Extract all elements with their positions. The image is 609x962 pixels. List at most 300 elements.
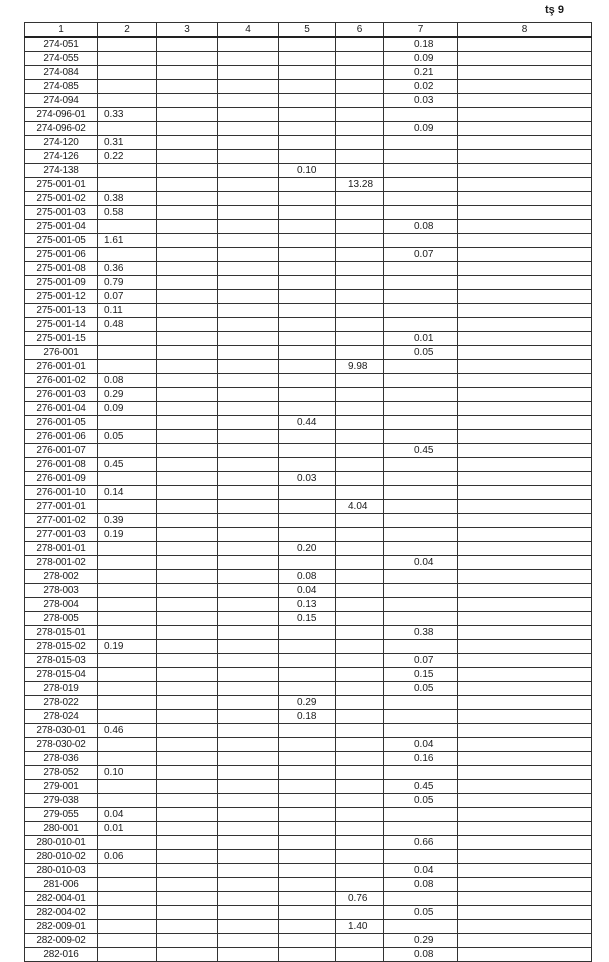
parcel-id-cell: 278-019 [25, 682, 98, 696]
parcel-id-cell: 274-051 [25, 37, 98, 52]
value-cell-col8 [458, 80, 592, 94]
value-cell-col2: 0.10 [98, 766, 157, 780]
parcel-id-cell: 278-052 [25, 766, 98, 780]
value-cell-col7: 0.07 [384, 248, 458, 262]
value-cell-col3 [157, 360, 218, 374]
value-cell-col3 [157, 206, 218, 220]
value-cell-col5 [279, 458, 336, 472]
parcel-id-cell: 275-001-01 [25, 178, 98, 192]
value-cell-col2 [98, 248, 157, 262]
value-cell-col4 [218, 668, 279, 682]
table-row [25, 878, 592, 892]
value-cell-col8 [458, 570, 592, 584]
value-cell-col7 [384, 430, 458, 444]
value-cell-col5: 0.04 [279, 584, 336, 598]
parcel-id-cell: 278-004 [25, 598, 98, 612]
value-cell-col4 [218, 472, 279, 486]
value-cell-col4 [218, 710, 279, 724]
value-cell-col2 [98, 556, 157, 570]
parcel-id-cell: 279-001 [25, 780, 98, 794]
value-cell-col7 [384, 374, 458, 388]
parcel-id-cell: 274-138 [25, 164, 98, 178]
value-cell-col3 [157, 37, 218, 52]
parcel-id-cell: 276-001-07 [25, 444, 98, 458]
value-cell-col5 [279, 122, 336, 136]
value-cell-col3 [157, 920, 218, 934]
value-cell-col7 [384, 318, 458, 332]
value-cell-col7: 0.05 [384, 346, 458, 360]
value-cell-col7 [384, 850, 458, 864]
table-row [25, 458, 592, 472]
parcel-id-cell: 278-036 [25, 752, 98, 766]
value-cell-col3 [157, 752, 218, 766]
table-row [25, 752, 592, 766]
value-cell-col4 [218, 164, 279, 178]
parcel-id-cell: 278-005 [25, 612, 98, 626]
value-cell-col3 [157, 346, 218, 360]
value-cell-col4 [218, 234, 279, 248]
value-cell-col7 [384, 136, 458, 150]
value-cell-col4 [218, 584, 279, 598]
value-cell-col7: 0.04 [384, 864, 458, 878]
parcel-id-cell: 274-055 [25, 52, 98, 66]
value-cell-col8 [458, 304, 592, 318]
table-row [25, 164, 592, 178]
table-row [25, 178, 592, 192]
value-cell-col4 [218, 542, 279, 556]
value-cell-col3 [157, 570, 218, 584]
value-cell-col2 [98, 878, 157, 892]
value-cell-col5 [279, 66, 336, 80]
table-row [25, 80, 592, 94]
value-cell-col6 [336, 514, 384, 528]
value-cell-col7 [384, 472, 458, 486]
value-cell-col7 [384, 486, 458, 500]
value-cell-col6 [336, 850, 384, 864]
value-cell-col3 [157, 94, 218, 108]
parcel-id-cell: 281-006 [25, 878, 98, 892]
value-cell-col4 [218, 66, 279, 80]
value-cell-col4 [218, 248, 279, 262]
table-row [25, 906, 592, 920]
value-cell-col5: 0.15 [279, 612, 336, 626]
value-cell-col6 [336, 682, 384, 696]
value-cell-col7: 0.45 [384, 444, 458, 458]
value-cell-col2 [98, 934, 157, 948]
value-cell-col3 [157, 500, 218, 514]
value-cell-col8 [458, 906, 592, 920]
value-cell-col6 [336, 598, 384, 612]
value-cell-col3 [157, 458, 218, 472]
value-cell-col3 [157, 472, 218, 486]
value-cell-col7 [384, 234, 458, 248]
col-header-1: 1 [25, 23, 98, 38]
value-cell-col6 [336, 276, 384, 290]
value-cell-col5: 0.20 [279, 542, 336, 556]
table-row [25, 668, 592, 682]
value-cell-col6 [336, 738, 384, 752]
value-cell-col7 [384, 640, 458, 654]
value-cell-col2 [98, 906, 157, 920]
value-cell-col3 [157, 122, 218, 136]
value-cell-col8 [458, 556, 592, 570]
value-cell-col7 [384, 920, 458, 934]
value-cell-col5 [279, 388, 336, 402]
value-cell-col4 [218, 206, 279, 220]
value-cell-col5 [279, 766, 336, 780]
parcel-id-cell: 279-055 [25, 808, 98, 822]
value-cell-col4 [218, 850, 279, 864]
value-cell-col4 [218, 934, 279, 948]
table-row [25, 920, 592, 934]
value-cell-col7: 0.18 [384, 37, 458, 52]
value-cell-col7: 0.45 [384, 780, 458, 794]
value-cell-col5 [279, 850, 336, 864]
value-cell-col4 [218, 766, 279, 780]
value-cell-col5 [279, 318, 336, 332]
value-cell-col6 [336, 374, 384, 388]
value-cell-col7: 0.08 [384, 220, 458, 234]
value-cell-col2: 0.19 [98, 640, 157, 654]
value-cell-col2: 0.39 [98, 514, 157, 528]
value-cell-col2 [98, 668, 157, 682]
table-row [25, 696, 592, 710]
value-cell-col8 [458, 612, 592, 626]
parcel-id-cell: 275-001-04 [25, 220, 98, 234]
table-row [25, 472, 592, 486]
parcel-id-cell: 275-001-09 [25, 276, 98, 290]
value-cell-col8 [458, 892, 592, 906]
value-cell-col8 [458, 696, 592, 710]
parcel-id-cell: 275-001-15 [25, 332, 98, 346]
value-cell-col3 [157, 374, 218, 388]
table-row [25, 514, 592, 528]
value-cell-col8 [458, 248, 592, 262]
value-cell-col8 [458, 850, 592, 864]
value-cell-col5 [279, 948, 336, 962]
value-cell-col8 [458, 822, 592, 836]
value-cell-col4 [218, 37, 279, 52]
parcel-id-cell: 274-085 [25, 80, 98, 94]
value-cell-col7 [384, 192, 458, 206]
value-cell-col8 [458, 864, 592, 878]
value-cell-col8 [458, 682, 592, 696]
value-cell-col4 [218, 696, 279, 710]
parcel-id-cell: 279-038 [25, 794, 98, 808]
value-cell-col5 [279, 640, 336, 654]
value-cell-col4 [218, 822, 279, 836]
value-cell-col2 [98, 122, 157, 136]
table-row [25, 346, 592, 360]
value-cell-col5 [279, 878, 336, 892]
parcel-id-cell: 276-001-04 [25, 402, 98, 416]
value-cell-col2 [98, 752, 157, 766]
value-cell-col5 [279, 444, 336, 458]
table-row [25, 388, 592, 402]
table-row [25, 108, 592, 122]
table-row [25, 780, 592, 794]
value-cell-col4 [218, 416, 279, 430]
value-cell-col6 [336, 416, 384, 430]
value-cell-col4 [218, 304, 279, 318]
parcel-id-cell: 274-094 [25, 94, 98, 108]
value-cell-col7: 0.38 [384, 626, 458, 640]
value-cell-col6 [336, 864, 384, 878]
value-cell-col3 [157, 80, 218, 94]
value-cell-col5 [279, 304, 336, 318]
value-cell-col4 [218, 192, 279, 206]
value-cell-col3 [157, 108, 218, 122]
value-cell-col2: 0.08 [98, 374, 157, 388]
value-cell-col3 [157, 836, 218, 850]
parcel-id-cell: 282-016 [25, 948, 98, 962]
parcel-id-cell: 278-015-03 [25, 654, 98, 668]
value-cell-col2 [98, 710, 157, 724]
value-cell-col2 [98, 52, 157, 66]
parcel-id-cell: 275-001-08 [25, 262, 98, 276]
table-body [25, 37, 592, 962]
value-cell-col4 [218, 598, 279, 612]
value-cell-col8 [458, 486, 592, 500]
value-cell-col4 [218, 808, 279, 822]
value-cell-col8 [458, 724, 592, 738]
page-number: tş 9 [545, 4, 564, 16]
value-cell-col4 [218, 570, 279, 584]
parcel-id-cell: 275-001-12 [25, 290, 98, 304]
value-cell-col4 [218, 178, 279, 192]
value-cell-col5: 0.18 [279, 710, 336, 724]
parcel-id-cell: 276-001-09 [25, 472, 98, 486]
value-cell-col3 [157, 276, 218, 290]
value-cell-col3 [157, 724, 218, 738]
value-cell-col3 [157, 388, 218, 402]
value-cell-col3 [157, 612, 218, 626]
value-cell-col8 [458, 52, 592, 66]
parcel-id-cell: 282-004-02 [25, 906, 98, 920]
value-cell-col3 [157, 892, 218, 906]
value-cell-col2: 0.31 [98, 136, 157, 150]
value-cell-col2 [98, 836, 157, 850]
table-row [25, 66, 592, 80]
col-header-7: 7 [384, 23, 458, 38]
value-cell-col4 [218, 878, 279, 892]
value-cell-col8 [458, 37, 592, 52]
value-cell-col2: 0.29 [98, 388, 157, 402]
value-cell-col5 [279, 836, 336, 850]
value-cell-col7: 0.01 [384, 332, 458, 346]
value-cell-col5 [279, 136, 336, 150]
value-cell-col6: 9.98 [336, 360, 384, 374]
value-cell-col6 [336, 444, 384, 458]
table-row [25, 892, 592, 906]
value-cell-col3 [157, 262, 218, 276]
value-cell-col2 [98, 220, 157, 234]
value-cell-col8 [458, 94, 592, 108]
parcel-id-cell: 274-120 [25, 136, 98, 150]
value-cell-col8 [458, 752, 592, 766]
value-cell-col7: 0.05 [384, 682, 458, 696]
value-cell-col6 [336, 262, 384, 276]
parcel-id-cell: 278-002 [25, 570, 98, 584]
value-cell-col6 [336, 724, 384, 738]
table-row [25, 360, 592, 374]
value-cell-col5 [279, 626, 336, 640]
value-cell-col2: 0.04 [98, 808, 157, 822]
value-cell-col5: 0.08 [279, 570, 336, 584]
value-cell-col6 [336, 346, 384, 360]
value-cell-col5 [279, 808, 336, 822]
value-cell-col4 [218, 80, 279, 94]
value-cell-col7 [384, 808, 458, 822]
value-cell-col7: 0.07 [384, 654, 458, 668]
value-cell-col2: 0.11 [98, 304, 157, 318]
value-cell-col5 [279, 514, 336, 528]
parcel-id-cell: 275-001-06 [25, 248, 98, 262]
value-cell-col3 [157, 318, 218, 332]
parcel-id-cell: 278-030-01 [25, 724, 98, 738]
value-cell-col2: 0.09 [98, 402, 157, 416]
value-cell-col4 [218, 360, 279, 374]
value-cell-col7 [384, 822, 458, 836]
table-row [25, 374, 592, 388]
value-cell-col7 [384, 416, 458, 430]
value-cell-col6 [336, 808, 384, 822]
value-cell-col8 [458, 528, 592, 542]
value-cell-col8 [458, 388, 592, 402]
value-cell-col7: 0.09 [384, 52, 458, 66]
value-cell-col8 [458, 416, 592, 430]
table-row [25, 598, 592, 612]
value-cell-col4 [218, 402, 279, 416]
parcel-id-cell: 276-001-03 [25, 388, 98, 402]
value-cell-col8 [458, 598, 592, 612]
value-cell-col6 [336, 150, 384, 164]
value-cell-col4 [218, 556, 279, 570]
value-cell-col2 [98, 864, 157, 878]
value-cell-col6 [336, 192, 384, 206]
value-cell-col6 [336, 948, 384, 962]
col-header-6: 6 [336, 23, 384, 38]
value-cell-col6 [336, 164, 384, 178]
table-row [25, 626, 592, 640]
table-row [25, 710, 592, 724]
value-cell-col6: 0.76 [336, 892, 384, 906]
value-cell-col8 [458, 66, 592, 80]
value-cell-col5 [279, 668, 336, 682]
table-row [25, 206, 592, 220]
value-cell-col2: 0.38 [98, 192, 157, 206]
value-cell-col7 [384, 528, 458, 542]
value-cell-col3 [157, 542, 218, 556]
value-cell-col2: 0.48 [98, 318, 157, 332]
value-cell-col5 [279, 262, 336, 276]
value-cell-col5 [279, 108, 336, 122]
table-row [25, 37, 592, 52]
value-cell-col3 [157, 528, 218, 542]
value-cell-col8 [458, 458, 592, 472]
value-cell-col8 [458, 318, 592, 332]
value-cell-col7 [384, 290, 458, 304]
value-cell-col6: 1.40 [336, 920, 384, 934]
table-row [25, 122, 592, 136]
parcel-id-cell: 278-030-02 [25, 738, 98, 752]
value-cell-col3 [157, 556, 218, 570]
value-cell-col3 [157, 150, 218, 164]
value-cell-col3 [157, 710, 218, 724]
value-cell-col6 [336, 486, 384, 500]
value-cell-col4 [218, 906, 279, 920]
value-cell-col8 [458, 780, 592, 794]
parcel-id-cell: 276-001-01 [25, 360, 98, 374]
value-cell-col7 [384, 388, 458, 402]
value-cell-col5 [279, 80, 336, 94]
value-cell-col8 [458, 234, 592, 248]
value-cell-col6 [336, 780, 384, 794]
parcel-id-cell: 280-010-01 [25, 836, 98, 850]
table-row [25, 948, 592, 962]
value-cell-col4 [218, 612, 279, 626]
value-cell-col5 [279, 276, 336, 290]
parcel-id-cell: 278-001-02 [25, 556, 98, 570]
value-cell-col7: 0.03 [384, 94, 458, 108]
value-cell-col6 [336, 752, 384, 766]
value-cell-col2: 0.46 [98, 724, 157, 738]
value-cell-col7 [384, 262, 458, 276]
parcel-id-cell: 277-001-01 [25, 500, 98, 514]
value-cell-col8 [458, 164, 592, 178]
value-cell-col8 [458, 374, 592, 388]
value-cell-col3 [157, 794, 218, 808]
value-cell-col2 [98, 682, 157, 696]
value-cell-col7: 0.08 [384, 948, 458, 962]
value-cell-col6 [336, 696, 384, 710]
value-cell-col7 [384, 598, 458, 612]
value-cell-col4 [218, 836, 279, 850]
value-cell-col6 [336, 654, 384, 668]
value-cell-col2: 0.33 [98, 108, 157, 122]
table-row [25, 416, 592, 430]
value-cell-col8 [458, 710, 592, 724]
value-cell-col2 [98, 416, 157, 430]
value-cell-col4 [218, 724, 279, 738]
value-cell-col5 [279, 654, 336, 668]
value-cell-col3 [157, 332, 218, 346]
value-cell-col4 [218, 444, 279, 458]
value-cell-col4 [218, 108, 279, 122]
value-cell-col2 [98, 920, 157, 934]
table-row [25, 724, 592, 738]
parcel-id-cell: 276-001-08 [25, 458, 98, 472]
value-cell-col8 [458, 948, 592, 962]
value-cell-col4 [218, 220, 279, 234]
value-cell-col4 [218, 458, 279, 472]
value-cell-col5 [279, 528, 336, 542]
value-cell-col8 [458, 808, 592, 822]
value-cell-col7: 0.66 [384, 836, 458, 850]
table-row [25, 220, 592, 234]
value-cell-col3 [157, 486, 218, 500]
parcel-id-cell: 276-001-10 [25, 486, 98, 500]
value-cell-col7: 0.05 [384, 906, 458, 920]
table-row [25, 402, 592, 416]
value-cell-col2 [98, 696, 157, 710]
value-cell-col7 [384, 542, 458, 556]
parcel-id-cell: 282-009-01 [25, 920, 98, 934]
value-cell-col6 [336, 766, 384, 780]
value-cell-col2 [98, 948, 157, 962]
value-cell-col6 [336, 472, 384, 486]
value-cell-col2 [98, 94, 157, 108]
